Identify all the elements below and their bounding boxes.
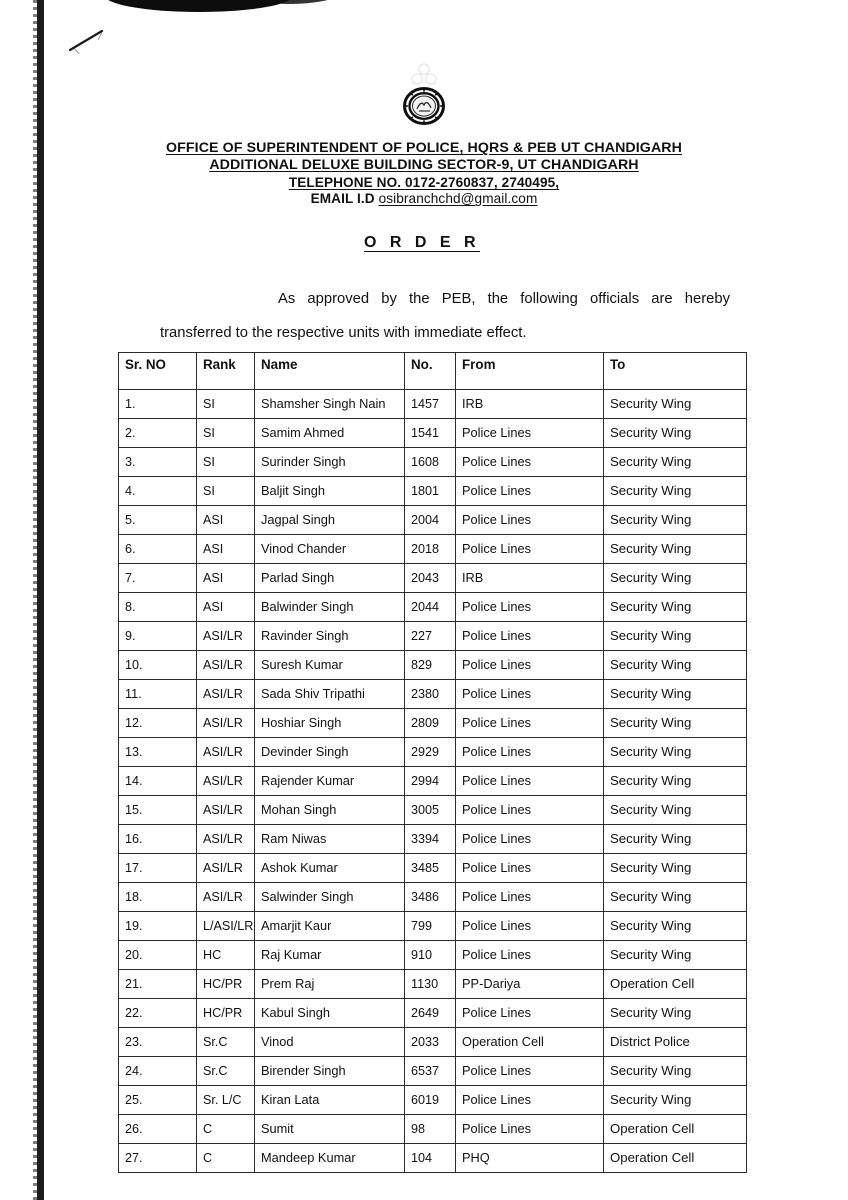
cell-name: Samim Ahmed [255,419,405,448]
table-row [119,535,747,564]
cell-to: Operation Cell [604,1144,747,1173]
watermark-icon [405,62,443,88]
cell-to: District Police [604,1028,747,1057]
table-row [119,680,747,709]
cell-sr-no: 22. [119,999,197,1028]
cell-name: Rajender Kumar [255,767,405,796]
table-row [119,564,747,593]
cell-no: 1608 [405,448,456,477]
table-row [119,912,747,941]
cell-rank: C [197,1115,255,1144]
cell-no: 6019 [405,1086,456,1115]
cell-to: Operation Cell [604,1115,747,1144]
cell-sr-no: 25. [119,1086,197,1115]
scan-shadow-top-edge [104,0,294,12]
cell-sr-no: 12. [119,709,197,738]
cell-to: Security Wing [604,796,747,825]
cell-rank: HC/PR [197,999,255,1028]
cell-from: Operation Cell [456,1028,604,1057]
cell-sr-no: 17. [119,854,197,883]
cell-sr-no: 27. [119,1144,197,1173]
cell-rank: ASI [197,535,255,564]
cell-to: Security Wing [604,506,747,535]
letterhead-line-address: ADDITIONAL DELUXE BUILDING SECTOR-9, UT CHANDIGARH [209,157,639,174]
cell-to: Security Wing [604,419,747,448]
cell-rank: L/ASI/LR [197,912,255,941]
cell-sr-no: 16. [119,825,197,854]
cell-no: 2929 [405,738,456,767]
column-header-to: To [604,353,747,390]
cell-sr-no: 1. [119,390,197,419]
cell-sr-no: 20. [119,941,197,970]
table-row [119,796,747,825]
cell-from: Police Lines [456,506,604,535]
cell-no: 104 [405,1144,456,1173]
cell-sr-no: 14. [119,767,197,796]
letterhead-line-telephone: TELEPHONE NO. 0172-2760837, 2740495, [288,174,560,190]
cell-sr-no: 19. [119,912,197,941]
cell-from: Police Lines [456,680,604,709]
police-seal-icon [403,85,445,127]
cell-from: Police Lines [456,738,604,767]
cell-rank: Sr. L/C [197,1086,255,1115]
cell-no: 2004 [405,506,456,535]
cell-name: Mohan Singh [255,796,405,825]
cell-name: Amarjit Kaur [255,912,405,941]
cell-sr-no: 24. [119,1057,197,1086]
cell-name: Ashok Kumar [255,854,405,883]
cell-to: Operation Cell [604,970,747,999]
cell-from: Police Lines [456,912,604,941]
cell-to: Security Wing [604,999,747,1028]
cell-from: PP-Dariya [456,970,604,999]
cell-sr-no: 7. [119,564,197,593]
cell-name: Ravinder Singh [255,622,405,651]
table-row [119,419,747,448]
cell-to: Security Wing [604,738,747,767]
cell-from: Police Lines [456,854,604,883]
cell-from: Police Lines [456,999,604,1028]
cell-rank: ASI/LR [197,825,255,854]
cell-to: Security Wing [604,535,747,564]
cell-from: Police Lines [456,535,604,564]
cell-no: 1130 [405,970,456,999]
table-row [119,883,747,912]
table-row [119,1028,747,1057]
table-row [119,506,747,535]
cell-rank: ASI/LR [197,680,255,709]
table-row [119,1086,747,1115]
table-row [119,767,747,796]
cell-no: 910 [405,941,456,970]
page-title: O R D E R [363,234,481,251]
cell-no: 829 [405,651,456,680]
cell-from: Police Lines [456,825,604,854]
cell-name: Kiran Lata [255,1086,405,1115]
cell-to: Security Wing [604,883,747,912]
letterhead-emblem-group [0,62,848,127]
column-header-name: Name [255,353,405,390]
cell-from: Police Lines [456,1086,604,1115]
cell-name: Devinder Singh [255,738,405,767]
cell-to: Security Wing [604,1057,747,1086]
cell-from: Police Lines [456,941,604,970]
cell-rank: Sr.C [197,1057,255,1086]
cell-name: Salwinder Singh [255,883,405,912]
cell-no: 3486 [405,883,456,912]
table-row [119,622,747,651]
cell-to: Security Wing [604,390,747,419]
intro-text: As approved by the PEB, the following officials are hereby transferred to the respective units with immediate effect. [160,291,730,341]
cell-from: Police Lines [456,419,604,448]
cell-rank: ASI [197,506,255,535]
cell-to: Security Wing [604,448,747,477]
cell-name: Balwinder Singh [255,593,405,622]
cell-to: Security Wing [604,593,747,622]
cell-rank: ASI/LR [197,651,255,680]
pen-mark-annotation [68,24,116,54]
table-header-row [119,353,747,390]
cell-rank: ASI/LR [197,738,255,767]
cell-from: PHQ [456,1144,604,1173]
cell-from: IRB [456,390,604,419]
cell-name: Ram Niwas [255,825,405,854]
cell-rank: SI [197,477,255,506]
cell-rank: ASI/LR [197,883,255,912]
cell-no: 1541 [405,419,456,448]
table-row [119,941,747,970]
table-row [119,593,747,622]
cell-sr-no: 23. [119,1028,197,1057]
column-header-from: From [456,353,604,390]
cell-sr-no: 5. [119,506,197,535]
letterhead-line-office: OFFICE OF SUPERINTENDENT OF POLICE, HQRS & PEB UT CHANDIGARH [166,140,682,156]
cell-no: 1801 [405,477,456,506]
table-head [119,353,747,390]
table-row [119,825,747,854]
column-header-sr-no: Sr. NO [119,353,197,390]
cell-sr-no: 15. [119,796,197,825]
cell-from: Police Lines [456,796,604,825]
cell-sr-no: 13. [119,738,197,767]
cell-from: Police Lines [456,883,604,912]
cell-sr-no: 11. [119,680,197,709]
cell-to: Security Wing [604,825,747,854]
table-row [119,738,747,767]
cell-from: Police Lines [456,651,604,680]
cell-to: Security Wing [604,709,747,738]
cell-rank: Sr.C [197,1028,255,1057]
cell-sr-no: 18. [119,883,197,912]
cell-name: Mandeep Kumar [255,1144,405,1173]
email-label: EMAIL I.D [310,191,375,207]
cell-sr-no: 21. [119,970,197,999]
cell-no: 227 [405,622,456,651]
column-header-rank: Rank [197,353,255,390]
cell-name: Shamsher Singh Nain [255,390,405,419]
cell-no: 1457 [405,390,456,419]
cell-name: Kabul Singh [255,999,405,1028]
table-row [119,854,747,883]
cell-rank: ASI/LR [197,796,255,825]
cell-rank: ASI [197,593,255,622]
table-row [119,1115,747,1144]
cell-sr-no: 6. [119,535,197,564]
cell-rank: SI [197,419,255,448]
cell-from: Police Lines [456,1057,604,1086]
cell-sr-no: 26. [119,1115,197,1144]
cell-no: 2649 [405,999,456,1028]
intro-paragraph [160,282,730,350]
cell-from: Police Lines [456,477,604,506]
table-row [119,999,747,1028]
cell-from: Police Lines [456,1115,604,1144]
table-row [119,390,747,419]
cell-to: Security Wing [604,680,747,709]
cell-rank: ASI/LR [197,854,255,883]
table-row [119,477,747,506]
cell-rank: C [197,1144,255,1173]
cell-name: Parlad Singh [255,564,405,593]
cell-no: 2380 [405,680,456,709]
table-row [119,1144,747,1173]
cell-name: Vinod Chander [255,535,405,564]
cell-no: 2044 [405,593,456,622]
cell-from: Police Lines [456,767,604,796]
cell-name: Sada Shiv Tripathi [255,680,405,709]
cell-rank: ASI/LR [197,767,255,796]
cell-to: Security Wing [604,564,747,593]
cell-name: Suresh Kumar [255,651,405,680]
cell-name: Vinod [255,1028,405,1057]
cell-name: Raj Kumar [255,941,405,970]
cell-sr-no: 3. [119,448,197,477]
cell-to: Security Wing [604,651,747,680]
column-header-no: No. [405,353,456,390]
table-row [119,1057,747,1086]
cell-no: 2043 [405,564,456,593]
cell-to: Security Wing [604,1086,747,1115]
cell-no: 2994 [405,767,456,796]
cell-to: Security Wing [604,622,747,651]
table-row [119,709,747,738]
cell-no: 799 [405,912,456,941]
cell-name: Sumit [255,1115,405,1144]
letterhead-line-email [0,191,848,208]
cell-no: 3485 [405,854,456,883]
transfer-order-table [118,352,747,1173]
cell-name: Prem Raj [255,970,405,999]
table-row [119,448,747,477]
cell-from: Police Lines [456,622,604,651]
cell-no: 2018 [405,535,456,564]
cell-to: Security Wing [604,912,747,941]
cell-from: Police Lines [456,709,604,738]
letterhead [0,140,848,208]
cell-no: 2033 [405,1028,456,1057]
cell-rank: ASI/LR [197,622,255,651]
cell-name: Jagpal Singh [255,506,405,535]
cell-sr-no: 9. [119,622,197,651]
cell-no: 2809 [405,709,456,738]
cell-to: Security Wing [604,941,747,970]
table-row [119,970,747,999]
cell-to: Security Wing [604,854,747,883]
email-address[interactable]: osibranchchd@gmail.com [378,191,538,207]
cell-sr-no: 2. [119,419,197,448]
cell-from: Police Lines [456,593,604,622]
table-body [119,390,747,1173]
cell-to: Security Wing [604,477,747,506]
cell-rank: ASI [197,564,255,593]
cell-no: 3394 [405,825,456,854]
cell-from: Police Lines [456,448,604,477]
cell-name: Hoshiar Singh [255,709,405,738]
cell-no: 98 [405,1115,456,1144]
transfer-table-container [118,352,746,1173]
cell-to: Security Wing [604,767,747,796]
cell-rank: HC/PR [197,970,255,999]
cell-sr-no: 4. [119,477,197,506]
table-row [119,651,747,680]
cell-sr-no: 10. [119,651,197,680]
cell-name: Surinder Singh [255,448,405,477]
cell-rank: HC [197,941,255,970]
cell-no: 6537 [405,1057,456,1086]
cell-rank: ASI/LR [197,709,255,738]
cell-sr-no: 8. [119,593,197,622]
cell-from: IRB [456,564,604,593]
cell-name: Birender Singh [255,1057,405,1086]
cell-rank: SI [197,448,255,477]
cell-no: 3005 [405,796,456,825]
cell-name: Baljit Singh [255,477,405,506]
cell-rank: SI [197,390,255,419]
